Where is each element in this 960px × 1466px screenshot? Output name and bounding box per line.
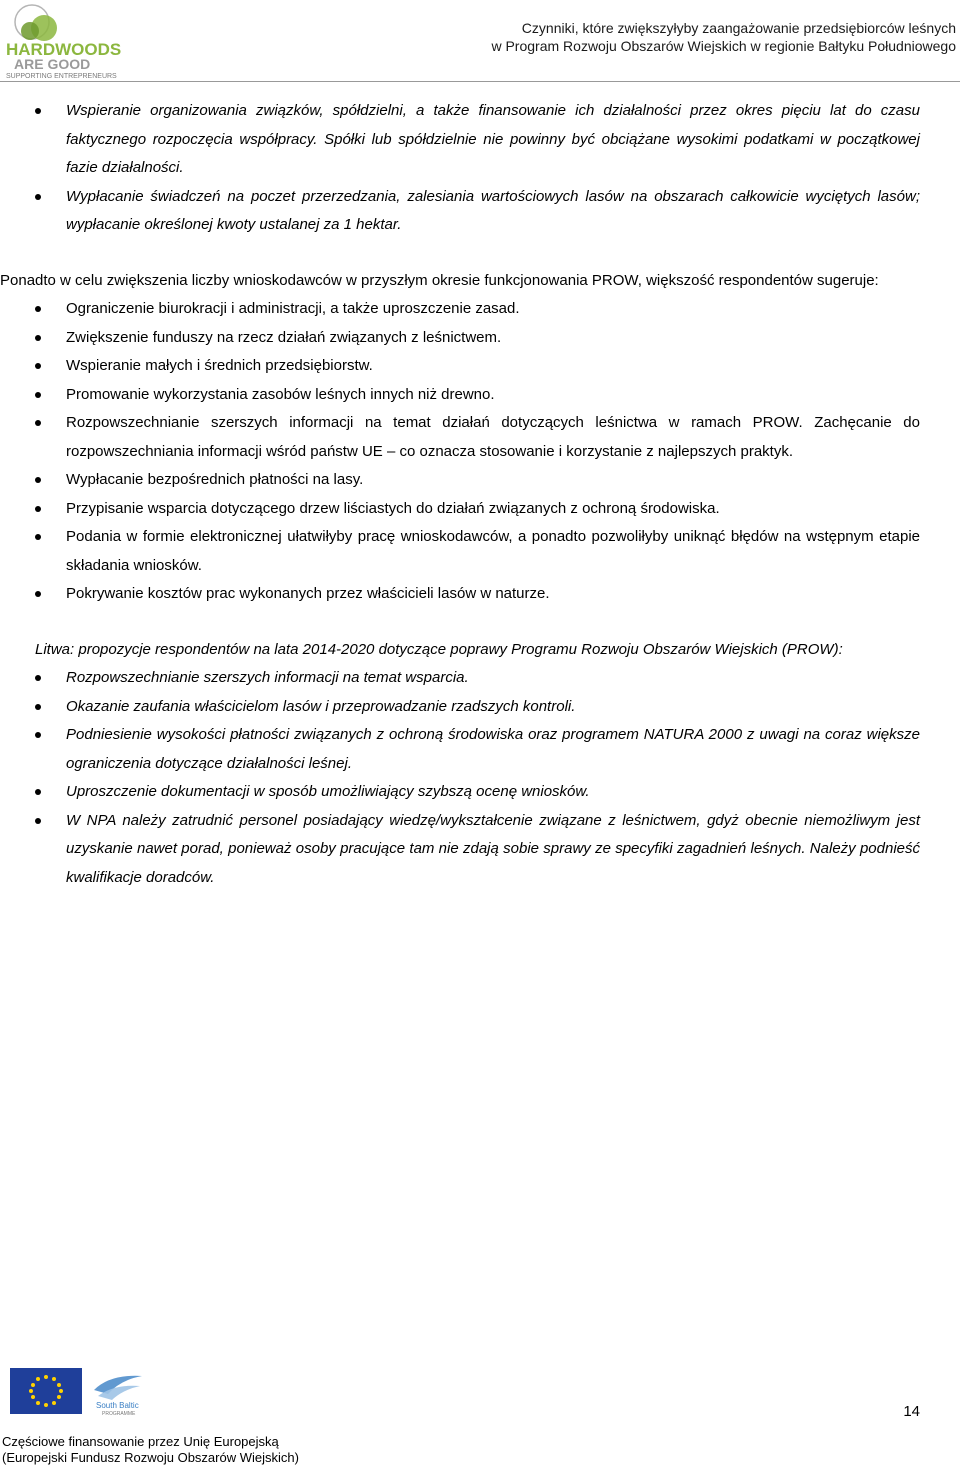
south-baltic-logo-icon (94, 1376, 142, 1416)
list-item: Rozpowszechnianie szerszych informacji na temat działań dotyczących leśnictwa w ramach PROW. Zachęcanie do rozpowszechniania informacji wśród państw UE – co oznacza stosowanie i korzystanie z najlepszych praktyk. (0, 409, 920, 466)
support-proposals-list (0, 97, 920, 240)
respondents-suggestions-list (0, 295, 920, 609)
header-divider (0, 81, 960, 82)
document-body (0, 97, 920, 892)
logo-text-line2: ARE GOOD (14, 56, 91, 72)
document-title (491, 19, 956, 55)
list-item: W NPA należy zatrudnić personel posiadający wiedzę/wykształcenie związane z leśnictwem, gdyż obecnie niemożliwym jest uzyskanie nawet porad, ponieważ osoby pracujące tam nie zdają sobie sprawy ze specyfiki zagadnień leśnych. Należy podnieść kwalifikacje doradców. (0, 807, 920, 893)
lithuania-proposals-list (0, 664, 920, 892)
list-item: Wspieranie organizowania związków, spółdzielni, a także finansowanie ich działalności przez okres pięciu lat do czasu faktycznego rozpoczęcia współpracy. Spółki lub spółdzielnie nie powinny być obciążane wysokimi podatkami w początkowej fazie działalności. (0, 97, 920, 183)
page-header (0, 0, 960, 82)
logo-text-line1: HARDWOODS (6, 40, 122, 59)
list-item: Rozpowszechnianie szerszych informacji na temat wsparcia. (0, 664, 920, 693)
page-number: 14 (903, 1403, 920, 1420)
funding-note (2, 1434, 299, 1466)
list-item: Pokrywanie kosztów prac wykonanych przez właścicieli lasów w naturze. (0, 580, 920, 609)
list-item: Podania w formie elektronicznej ułatwiłyby pracę wnioskodawców, a ponadto pozwoliłyby uniknąć błędów na wstępnym etapie składania wniosków. (0, 523, 920, 580)
document-title-line1: Czynniki, które zwiększyłyby zaangażowanie przedsiębiorców leśnych (521, 20, 956, 36)
eu-flag-icon (10, 1366, 170, 1416)
respondents-intro: Ponadto w celu zwiększenia liczby wnioskodawców w przyszłym okresie funkcjonowania PROW, większość respondentów sugeruje: (0, 271, 879, 289)
list-item: Zwiększenie funduszy na rzecz działań związanych z leśnictwem. (0, 324, 920, 353)
footer-logos (10, 1366, 170, 1421)
list-item: Podniesienie wysokości płatności związanych z ochroną środowiska oraz programem NATURA 2000 z uwagi na coraz większe ograniczenia dotyczące działalności leśnej. (0, 721, 920, 778)
south-baltic-text: South Baltic (96, 1401, 139, 1410)
list-item: Promowanie wykorzystania zasobów leśnych innych niż drewno. (0, 381, 920, 410)
logo-tagline: SUPPORTING ENTREPRENEURS (6, 73, 117, 80)
document-title-line2: w Program Rozwoju Obszarów Wiejskich w regionie Bałtyku Południowego (491, 38, 956, 54)
list-item: Ograniczenie biurokracji i administracji, a także uproszczenie zasad. (0, 295, 920, 324)
list-item: Wypłacanie bezpośrednich płatności na lasy. (0, 466, 920, 495)
hardwoods-logo (4, 2, 132, 80)
list-item: Wypłacanie świadczeń na poczet przerzedzania, zalesiania wartościowych lasów na obszarach całkowicie wyciętych lasów; wypłacanie określonej kwoty ustalanej za 1 hektar. (0, 183, 920, 240)
list-item: Wspieranie małych i średnich przedsiębiorstw. (0, 352, 920, 381)
funding-note-line2: (Europejski Fundusz Rozwoju Obszarów Wiejskich) (2, 1450, 299, 1465)
list-item: Okazanie zaufania właścicielom lasów i przeprowadzanie rzadszych kontroli. (0, 693, 920, 722)
south-baltic-sub: PROGRAMME (102, 1411, 136, 1416)
lithuania-intro: Litwa: propozycje respondentów na lata 2014-2020 dotyczące poprawy Programu Rozwoju Obszarów Wiejskich (PROW): (35, 640, 843, 658)
funding-note-line1: Częściowe finansowanie przez Unię Europejską (2, 1434, 279, 1449)
list-item: Uproszczenie dokumentacji w sposób umożliwiający szybszą ocenę wniosków. (0, 778, 920, 807)
list-item: Przypisanie wsparcia dotyczącego drzew liściastych do działań związanych z ochroną środowiska. (0, 495, 920, 524)
